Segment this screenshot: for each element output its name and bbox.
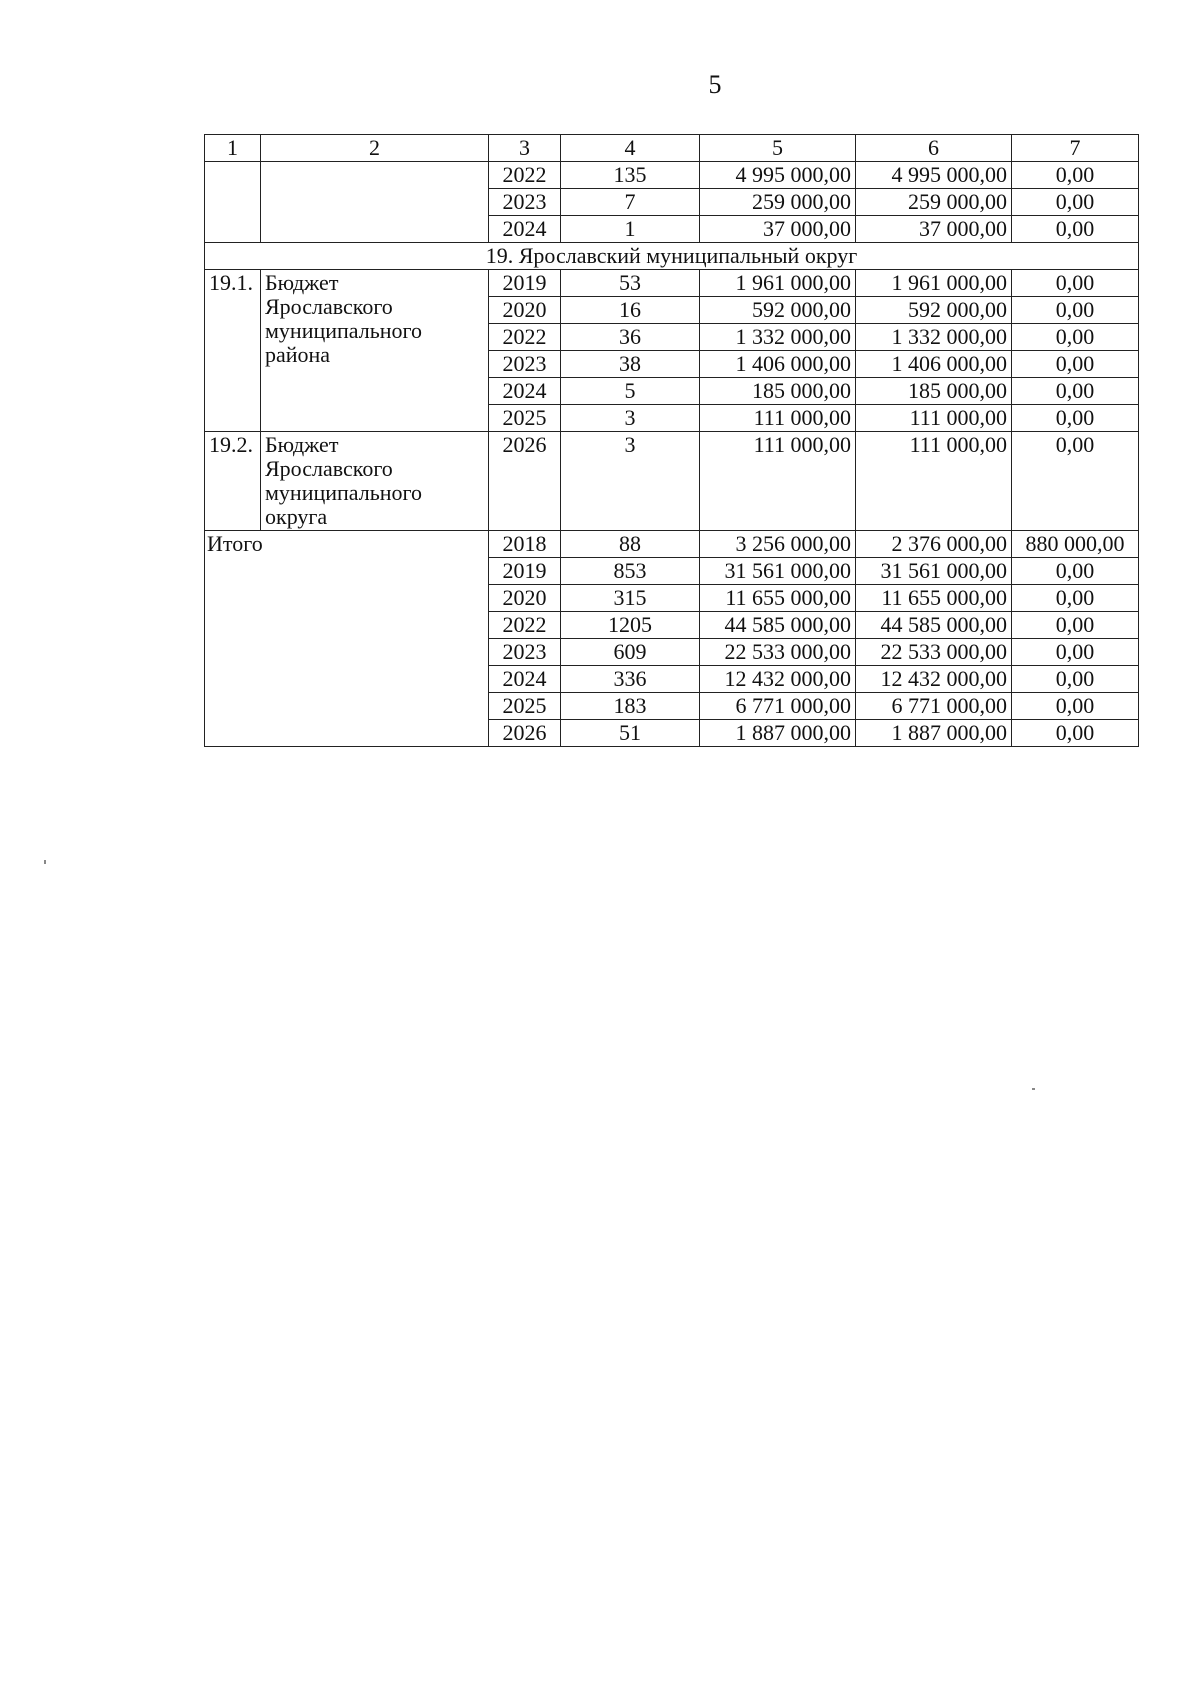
year-cell: 2023 — [489, 639, 561, 666]
amount-total-cell: 1 332 000,00 — [700, 324, 856, 351]
totals-row — [205, 531, 1139, 558]
table-row — [205, 432, 1139, 531]
count-cell: 315 — [561, 585, 700, 612]
header-cell-6: 6 — [856, 135, 1012, 162]
amount-total-cell: 1 961 000,00 — [700, 270, 856, 297]
amount-total-cell: 6 771 000,00 — [700, 693, 856, 720]
amount-col6-cell: 12 432 000,00 — [856, 666, 1012, 693]
amount-col6-cell: 185 000,00 — [856, 378, 1012, 405]
count-cell: 183 — [561, 693, 700, 720]
year-cell: 2020 — [489, 585, 561, 612]
year-cell: 2025 — [489, 693, 561, 720]
budget-name-line: Бюджет — [265, 270, 339, 295]
year-cell: 2024 — [489, 216, 561, 243]
amount-col7-cell: 0,00 — [1012, 405, 1139, 432]
year-cell: 2026 — [489, 432, 561, 531]
row-number: 19.1. — [205, 270, 261, 432]
amount-col6-cell: 44 585 000,00 — [856, 612, 1012, 639]
scan-speck — [44, 860, 46, 864]
budget-name-line: Ярославского — [265, 456, 393, 481]
amount-total-cell: 22 533 000,00 — [700, 639, 856, 666]
budget-table — [204, 134, 1139, 747]
year-cell: 2024 — [489, 378, 561, 405]
count-cell: 38 — [561, 351, 700, 378]
row-number: 19.2. — [205, 432, 261, 531]
amount-col7-cell: 0,00 — [1012, 666, 1139, 693]
header-cell-7: 7 — [1012, 135, 1139, 162]
amount-col7-cell: 0,00 — [1012, 720, 1139, 747]
year-cell: 2022 — [489, 324, 561, 351]
amount-col6-cell: 31 561 000,00 — [856, 558, 1012, 585]
count-cell: 853 — [561, 558, 700, 585]
amount-col6-cell: 37 000,00 — [856, 216, 1012, 243]
count-cell: 5 — [561, 378, 700, 405]
amount-col7-cell: 0,00 — [1012, 351, 1139, 378]
count-cell: 36 — [561, 324, 700, 351]
year-cell: 2026 — [489, 720, 561, 747]
amount-col6-cell: 1 406 000,00 — [856, 351, 1012, 378]
count-cell: 16 — [561, 297, 700, 324]
budget-name-line: Ярославского — [265, 294, 393, 319]
amount-col6-cell: 259 000,00 — [856, 189, 1012, 216]
amount-col7-cell: 0,00 — [1012, 297, 1139, 324]
amount-col7-cell: 0,00 — [1012, 693, 1139, 720]
amount-col6-cell: 1 887 000,00 — [856, 720, 1012, 747]
count-cell: 3 — [561, 405, 700, 432]
year-cell: 2023 — [489, 351, 561, 378]
amount-col6-cell: 1 961 000,00 — [856, 270, 1012, 297]
amount-col7-cell: 0,00 — [1012, 324, 1139, 351]
year-cell: 2023 — [489, 189, 561, 216]
count-cell: 336 — [561, 666, 700, 693]
header-cell-3: 3 — [489, 135, 561, 162]
amount-col6-cell: 4 995 000,00 — [856, 162, 1012, 189]
budget-name-line: района — [265, 342, 331, 367]
year-cell: 2025 — [489, 405, 561, 432]
amount-col7-cell: 880 000,00 — [1012, 531, 1139, 558]
year-cell: 2022 — [489, 612, 561, 639]
amount-total-cell: 37 000,00 — [700, 216, 856, 243]
amount-col7-cell: 0,00 — [1012, 432, 1139, 531]
count-cell: 1 — [561, 216, 700, 243]
amount-col6-cell: 2 376 000,00 — [856, 531, 1012, 558]
budget-name-line: муниципального — [265, 480, 423, 505]
header-cell-2: 2 — [261, 135, 489, 162]
year-cell: 2019 — [489, 270, 561, 297]
header-cell-5: 5 — [700, 135, 856, 162]
header-cell-1: 1 — [205, 135, 261, 162]
amount-col7-cell: 0,00 — [1012, 585, 1139, 612]
count-cell: 1205 — [561, 612, 700, 639]
count-cell: 88 — [561, 531, 700, 558]
amount-col6-cell: 1 332 000,00 — [856, 324, 1012, 351]
budget-name — [261, 432, 489, 531]
amount-total-cell: 1 406 000,00 — [700, 351, 856, 378]
amount-total-cell: 111 000,00 — [700, 432, 856, 531]
amount-col6-cell: 111 000,00 — [856, 432, 1012, 531]
amount-col6-cell: 11 655 000,00 — [856, 585, 1012, 612]
section-row — [205, 243, 1139, 270]
count-cell: 51 — [561, 720, 700, 747]
amount-total-cell: 4 995 000,00 — [700, 162, 856, 189]
amount-col7-cell: 0,00 — [1012, 216, 1139, 243]
count-cell: 53 — [561, 270, 700, 297]
amount-total-cell: 1 887 000,00 — [700, 720, 856, 747]
empty-num-cell — [205, 162, 261, 243]
amount-col6-cell: 6 771 000,00 — [856, 693, 1012, 720]
year-cell: 2020 — [489, 297, 561, 324]
year-cell: 2018 — [489, 531, 561, 558]
header-row — [205, 135, 1139, 162]
table-row — [205, 270, 1139, 297]
year-cell: 2019 — [489, 558, 561, 585]
amount-total-cell: 111 000,00 — [700, 405, 856, 432]
amount-col7-cell: 0,00 — [1012, 378, 1139, 405]
count-cell: 135 — [561, 162, 700, 189]
year-cell: 2024 — [489, 666, 561, 693]
amount-col7-cell: 0,00 — [1012, 162, 1139, 189]
amount-total-cell: 185 000,00 — [700, 378, 856, 405]
amount-total-cell: 259 000,00 — [700, 189, 856, 216]
page-number: 5 — [708, 70, 722, 99]
amount-total-cell: 11 655 000,00 — [700, 585, 856, 612]
amount-col7-cell: 0,00 — [1012, 612, 1139, 639]
amount-total-cell: 3 256 000,00 — [700, 531, 856, 558]
amount-total-cell: 12 432 000,00 — [700, 666, 856, 693]
table-row — [205, 162, 1139, 189]
budget-name-line: округа — [265, 504, 328, 529]
totals-label: Итого — [205, 531, 489, 747]
count-cell: 3 — [561, 432, 700, 531]
amount-col6-cell: 111 000,00 — [856, 405, 1012, 432]
scan-speck — [1032, 1088, 1035, 1090]
section-title: 19. Ярославский муниципальный округ — [205, 243, 1139, 270]
amount-col6-cell: 22 533 000,00 — [856, 639, 1012, 666]
budget-name — [261, 270, 489, 432]
amount-col7-cell: 0,00 — [1012, 558, 1139, 585]
amount-total-cell: 31 561 000,00 — [700, 558, 856, 585]
count-cell: 609 — [561, 639, 700, 666]
amount-total-cell: 44 585 000,00 — [700, 612, 856, 639]
budget-name-line: муниципального — [265, 318, 423, 343]
amount-total-cell: 592 000,00 — [700, 297, 856, 324]
amount-col7-cell: 0,00 — [1012, 189, 1139, 216]
amount-col7-cell: 0,00 — [1012, 270, 1139, 297]
budget-name-line: Бюджет — [265, 432, 339, 457]
header-cell-4: 4 — [561, 135, 700, 162]
amount-col6-cell: 592 000,00 — [856, 297, 1012, 324]
year-cell: 2022 — [489, 162, 561, 189]
count-cell: 7 — [561, 189, 700, 216]
empty-name-cell — [261, 162, 489, 243]
amount-col7-cell: 0,00 — [1012, 639, 1139, 666]
